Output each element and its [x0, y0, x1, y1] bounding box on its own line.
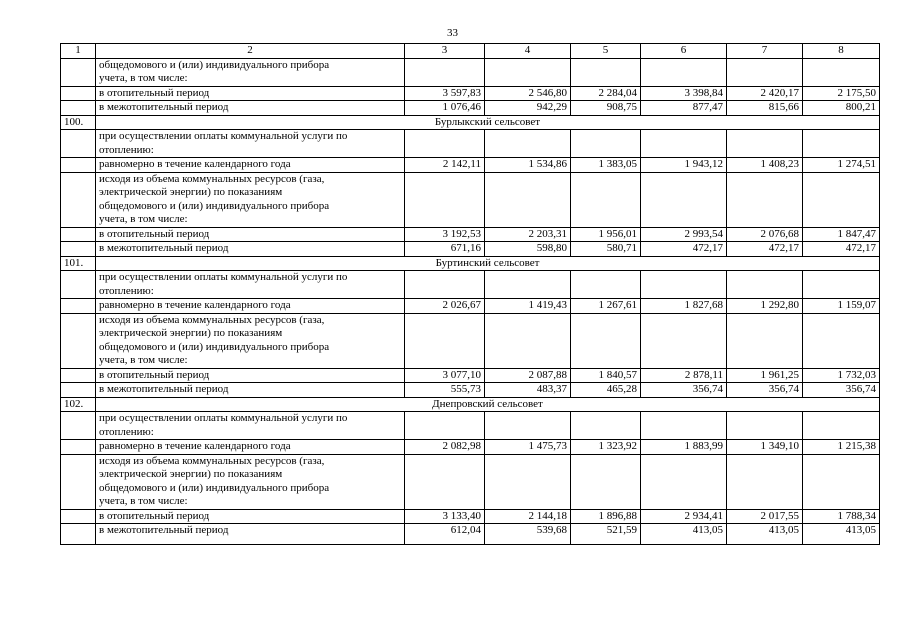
section-number: 102. — [61, 397, 96, 412]
row-label — [96, 454, 405, 509]
value-cell — [641, 130, 727, 158]
value-cell: 1 847,47 — [803, 227, 880, 242]
num-cell — [61, 86, 96, 101]
value-cell — [803, 58, 880, 86]
row-label: равномерно в течение календарного года — [96, 158, 405, 173]
tariff-table — [60, 43, 880, 545]
table-row — [61, 299, 880, 314]
value-cell — [405, 412, 485, 440]
value-cell: 1 732,03 — [803, 368, 880, 383]
value-cell — [571, 412, 641, 440]
value-cell: 3 077,10 — [405, 368, 485, 383]
value-cell: 2 420,17 — [727, 86, 803, 101]
value-cell: 483,37 — [485, 383, 571, 398]
table-row — [61, 86, 880, 101]
value-cell: 2 026,67 — [405, 299, 485, 314]
value-cell — [571, 313, 641, 368]
value-cell: 472,17 — [727, 242, 803, 257]
row-label: в отопительный период — [96, 227, 405, 242]
value-cell: 356,74 — [727, 383, 803, 398]
value-cell: 2 993,54 — [641, 227, 727, 242]
value-cell — [405, 454, 485, 509]
row-label — [96, 130, 405, 158]
page-number: 33 — [447, 27, 458, 39]
value-cell: 1 383,05 — [571, 158, 641, 173]
value-cell: 3 133,40 — [405, 509, 485, 524]
table-row — [61, 313, 880, 368]
value-cell: 1 419,43 — [485, 299, 571, 314]
label-line: общедомового и (или) индивидуального прибора — [99, 199, 330, 212]
value-cell: 1 267,61 — [571, 299, 641, 314]
value-cell: 1 534,86 — [485, 158, 571, 173]
value-cell: 1 896,88 — [571, 509, 641, 524]
row-label: в межотопительный период — [96, 242, 405, 257]
table-row — [61, 58, 880, 86]
num-cell — [61, 299, 96, 314]
num-cell — [61, 509, 96, 524]
table-row — [61, 412, 880, 440]
table-row — [61, 440, 880, 455]
value-cell: 1 076,46 — [405, 101, 485, 116]
value-cell — [727, 130, 803, 158]
value-cell: 356,74 — [803, 383, 880, 398]
label-line: общедомового и (или) индивидуального прибора — [99, 340, 330, 353]
value-cell: 2 142,11 — [405, 158, 485, 173]
num-cell — [61, 242, 96, 257]
value-cell: 1 159,07 — [803, 299, 880, 314]
section-number: 100. — [61, 115, 96, 130]
value-cell — [571, 454, 641, 509]
value-cell: 3 192,53 — [405, 227, 485, 242]
table-row — [61, 271, 880, 299]
label-line: исходя из объема коммунальных ресурсов (газа, — [99, 313, 325, 326]
num-cell — [61, 130, 96, 158]
value-cell: 1 408,23 — [727, 158, 803, 173]
value-cell — [641, 454, 727, 509]
table-row — [61, 227, 880, 242]
num-cell — [61, 524, 96, 545]
label-line: отоплению: — [99, 425, 154, 438]
value-cell: 598,80 — [485, 242, 571, 257]
label-line: при осуществлении оплаты коммунальной услуги по — [99, 412, 348, 424]
value-cell: 815,66 — [727, 101, 803, 116]
value-cell: 555,73 — [405, 383, 485, 398]
value-cell — [727, 58, 803, 86]
table-row — [61, 172, 880, 227]
table-row — [61, 524, 880, 545]
num-cell — [61, 454, 96, 509]
value-cell — [641, 58, 727, 86]
value-cell — [803, 130, 880, 158]
value-cell — [641, 313, 727, 368]
value-cell — [727, 172, 803, 227]
table-row — [61, 256, 880, 271]
value-cell: 539,68 — [485, 524, 571, 545]
num-cell — [61, 101, 96, 116]
value-cell: 1 840,57 — [571, 368, 641, 383]
label-line: общедомового и (или) индивидуального прибора — [99, 58, 330, 71]
value-cell — [641, 172, 727, 227]
value-cell — [803, 172, 880, 227]
value-cell — [485, 313, 571, 368]
label-line: отоплению: — [99, 284, 154, 297]
row-label: в межотопительный период — [96, 524, 405, 545]
value-cell: 2 076,68 — [727, 227, 803, 242]
value-cell — [803, 454, 880, 509]
value-cell: 1 883,99 — [641, 440, 727, 455]
label-line: электрической энергии) по показаниям — [99, 327, 283, 339]
value-cell — [485, 58, 571, 86]
value-cell: 3 597,83 — [405, 86, 485, 101]
value-cell — [405, 58, 485, 86]
value-cell — [405, 172, 485, 227]
value-cell: 1 961,25 — [727, 368, 803, 383]
column-header: 1 — [61, 44, 96, 59]
label-line: отоплению: — [99, 143, 154, 156]
value-cell: 1 323,92 — [571, 440, 641, 455]
section-title: Бурлыкский сельсовет — [96, 115, 880, 130]
row-label: в межотопительный период — [96, 383, 405, 398]
num-cell — [61, 313, 96, 368]
num-cell — [61, 383, 96, 398]
label-line: общедомового и (или) индивидуального прибора — [99, 481, 330, 494]
column-header: 2 — [96, 44, 405, 59]
value-cell — [571, 271, 641, 299]
value-cell — [727, 412, 803, 440]
value-cell — [641, 271, 727, 299]
num-cell — [61, 412, 96, 440]
column-header: 6 — [641, 44, 727, 59]
value-cell: 1 943,12 — [641, 158, 727, 173]
value-cell: 413,05 — [727, 524, 803, 545]
value-cell: 877,47 — [641, 101, 727, 116]
value-cell: 2 934,41 — [641, 509, 727, 524]
value-cell: 1 475,73 — [485, 440, 571, 455]
row-label — [96, 412, 405, 440]
label-line: при осуществлении оплаты коммунальной услуги по — [99, 130, 348, 142]
num-cell — [61, 172, 96, 227]
num-cell — [61, 58, 96, 86]
label-line: электрической энергии) по показаниям — [99, 186, 283, 198]
value-cell: 413,05 — [803, 524, 880, 545]
row-label — [96, 172, 405, 227]
value-cell: 908,75 — [571, 101, 641, 116]
table-row — [61, 44, 880, 59]
value-cell: 521,59 — [571, 524, 641, 545]
table-row — [61, 158, 880, 173]
value-cell: 800,21 — [803, 101, 880, 116]
value-cell: 413,05 — [641, 524, 727, 545]
table-body — [61, 44, 880, 545]
value-cell — [405, 130, 485, 158]
value-cell — [485, 172, 571, 227]
value-cell — [641, 412, 727, 440]
value-cell — [803, 313, 880, 368]
table-row — [61, 383, 880, 398]
value-cell: 1 292,80 — [727, 299, 803, 314]
value-cell: 2 087,88 — [485, 368, 571, 383]
value-cell — [485, 271, 571, 299]
label-line: исходя из объема коммунальных ресурсов (газа, — [99, 454, 325, 467]
table-row — [61, 454, 880, 509]
value-cell: 942,29 — [485, 101, 571, 116]
value-cell: 1 215,38 — [803, 440, 880, 455]
row-label — [96, 271, 405, 299]
label-line: электрической энергии) по показаниям — [99, 468, 283, 480]
table-row — [61, 101, 880, 116]
value-cell: 580,71 — [571, 242, 641, 257]
value-cell: 2 284,04 — [571, 86, 641, 101]
value-cell: 2 203,31 — [485, 227, 571, 242]
value-cell: 2 017,55 — [727, 509, 803, 524]
column-header: 4 — [485, 44, 571, 59]
value-cell — [803, 271, 880, 299]
value-cell: 2 546,80 — [485, 86, 571, 101]
row-label: в межотопительный период — [96, 101, 405, 116]
value-cell — [485, 412, 571, 440]
value-cell: 2 144,18 — [485, 509, 571, 524]
value-cell: 2 175,50 — [803, 86, 880, 101]
value-cell — [727, 454, 803, 509]
num-cell — [61, 227, 96, 242]
value-cell — [485, 130, 571, 158]
row-label: в отопительный период — [96, 86, 405, 101]
value-cell — [485, 454, 571, 509]
column-header: 7 — [727, 44, 803, 59]
value-cell: 1 827,68 — [641, 299, 727, 314]
num-cell — [61, 440, 96, 455]
label-line: учета, в том числе: — [99, 354, 188, 366]
value-cell — [571, 58, 641, 86]
value-cell: 3 398,84 — [641, 86, 727, 101]
table-row — [61, 130, 880, 158]
label-line: учета, в том числе: — [99, 72, 188, 84]
value-cell: 2 878,11 — [641, 368, 727, 383]
section-title: Буртинский сельсовет — [96, 256, 880, 271]
table-row — [61, 115, 880, 130]
row-label: в отопительный период — [96, 509, 405, 524]
section-title: Днепровский сельсовет — [96, 397, 880, 412]
num-cell — [61, 368, 96, 383]
value-cell: 1 788,34 — [803, 509, 880, 524]
table-row — [61, 368, 880, 383]
row-label: в отопительный период — [96, 368, 405, 383]
value-cell: 612,04 — [405, 524, 485, 545]
value-cell — [571, 130, 641, 158]
section-number: 101. — [61, 256, 96, 271]
column-header: 5 — [571, 44, 641, 59]
value-cell — [803, 412, 880, 440]
label-line: учета, в том числе: — [99, 213, 188, 225]
label-line: исходя из объема коммунальных ресурсов (газа, — [99, 172, 325, 185]
row-label — [96, 58, 405, 86]
value-cell: 2 082,98 — [405, 440, 485, 455]
value-cell: 472,17 — [641, 242, 727, 257]
value-cell: 465,28 — [571, 383, 641, 398]
value-cell — [727, 313, 803, 368]
value-cell: 671,16 — [405, 242, 485, 257]
value-cell: 472,17 — [803, 242, 880, 257]
value-cell: 1 349,10 — [727, 440, 803, 455]
label-line: при осуществлении оплаты коммунальной услуги по — [99, 271, 348, 283]
column-header: 3 — [405, 44, 485, 59]
value-cell — [405, 271, 485, 299]
num-cell — [61, 158, 96, 173]
row-label: равномерно в течение календарного года — [96, 299, 405, 314]
value-cell: 1 274,51 — [803, 158, 880, 173]
value-cell — [405, 313, 485, 368]
column-header: 8 — [803, 44, 880, 59]
value-cell: 356,74 — [641, 383, 727, 398]
table-row — [61, 397, 880, 412]
table-row — [61, 242, 880, 257]
row-label: равномерно в течение календарного года — [96, 440, 405, 455]
table-row — [61, 509, 880, 524]
row-label — [96, 313, 405, 368]
value-cell — [571, 172, 641, 227]
value-cell: 1 956,01 — [571, 227, 641, 242]
value-cell — [727, 271, 803, 299]
label-line: учета, в том числе: — [99, 495, 188, 507]
num-cell — [61, 271, 96, 299]
